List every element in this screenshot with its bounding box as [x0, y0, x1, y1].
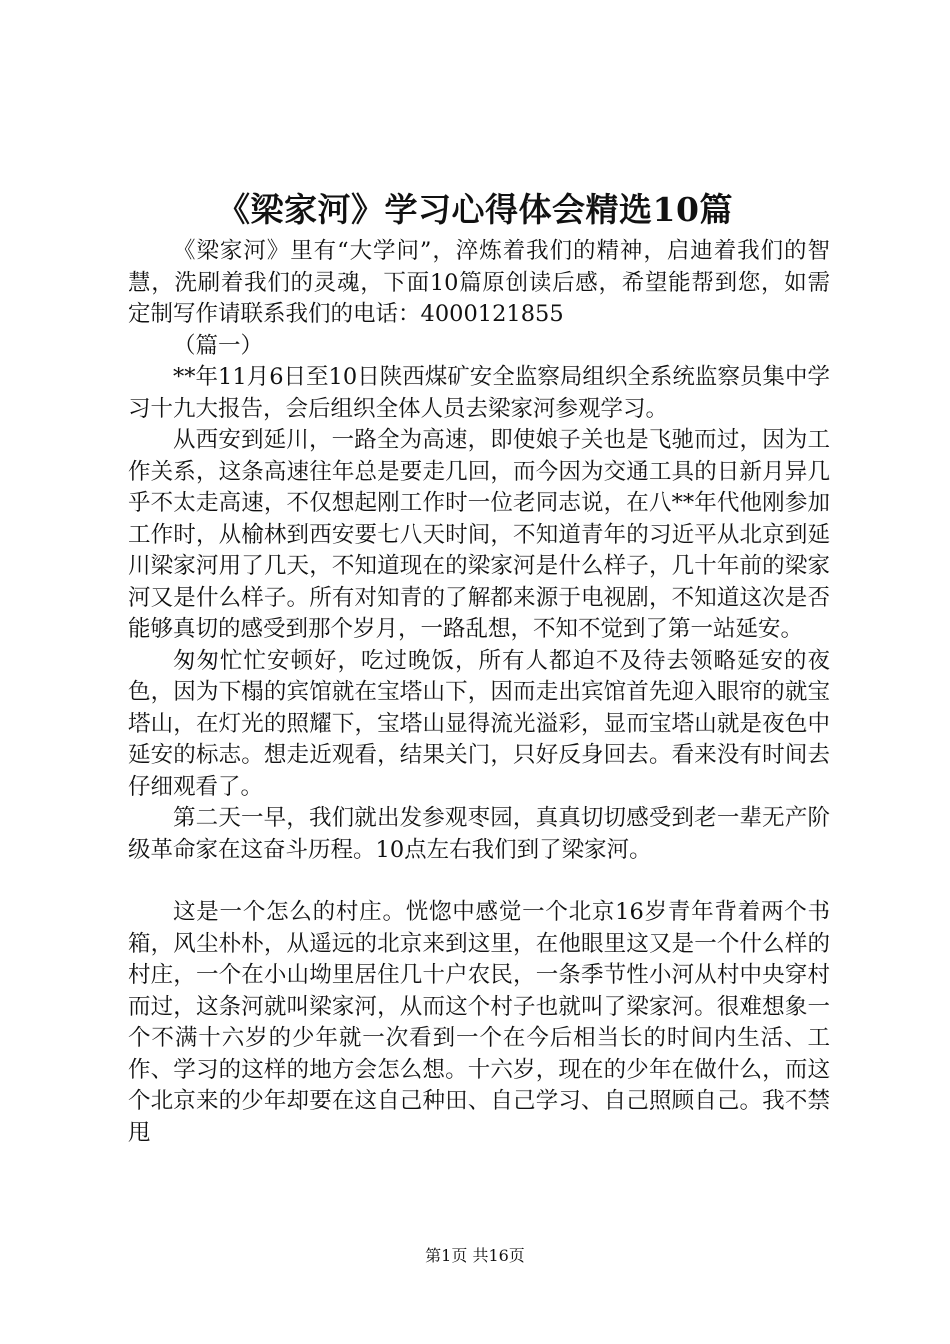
body-paragraph: 这是一个怎么的村庄。恍惚中感觉一个北京16岁青年背着两个书箱，风尘朴朴，从遥远的北京来到这里，在他眼里这又是一个什么样的村庄，一个在小山坳里居住几十户农民，一条季节性小河从村中央穿村而过，这条河就叫梁家河，从而这个村子也就叫了梁家河。很难想象一个不满十六岁的少年就一次看到一个在今后相当长的时间内生活、工作、学习的这样的地方会怎么想。十六岁，现在的少年在做什么，而这个北京来的少年却要在这自己种田、自己学习、自己照顾自己。我不禁甩	[128, 899, 830, 1146]
document-title: 《梁家河》学习心得体会精选10篇	[217, 190, 733, 229]
page-footer: 第1页 共16页	[425, 1246, 525, 1265]
body-paragraph: 第二天一早，我们就出发参观枣园，真真切切感受到老一辈无产阶级革命家在这奋斗历程。10点左右我们到了梁家河。	[128, 805, 830, 863]
intro-paragraph: 《梁家河》里有“大学问”，淬炼着我们的精神，启迪着我们的智慧，洗刷着我们的灵魂，下面10篇原创读后感，希望能帮到您，如需定制写作请联系我们的电话：4000121855	[128, 238, 830, 327]
body-paragraph: 匆匆忙忙安顿好，吃过晚饭，所有人都迫不及待去领略延安的夜色，因为下榻的宾馆就在宝塔山下，因而走出宾馆首先迎入眼帘的就宝塔山，在灯光的照耀下，宝塔山显得流光溢彩，显而宝塔山就是夜色中延安的标志。想走近观看，结果关门，只好反身回去。看来没有时间去仔细观看了。	[128, 647, 830, 800]
body-paragraph: **年11月6日至10日陕西煤矿安全监察局组织全系统监察员集中学习十九大报告，会后组织全体人员去梁家河参观学习。	[128, 364, 830, 422]
document-body	[128, 236, 830, 1149]
section-heading: （篇一）	[173, 332, 264, 359]
body-paragraph: 从西安到延川，一路全为高速，即使娘子关也是飞驰而过，因为工作关系，这条高速往年总是要走几回，而今因为交通工具的日新月异几乎不太走高速，不仅想起刚工作时一位老同志说，在八**年代他刚参加工作时，从榆林到西安要七八天时间，不知道青年的习近平从北京到延川梁家河用了几天，不知道现在的梁家河是什么样子，几十年前的梁家河又是什么样子。所有对知青的了解都来源于电视剧，不知道这次是否能够真切的感受到那个岁月，一路乱想，不知不觉到了第一站延安。	[128, 427, 830, 642]
